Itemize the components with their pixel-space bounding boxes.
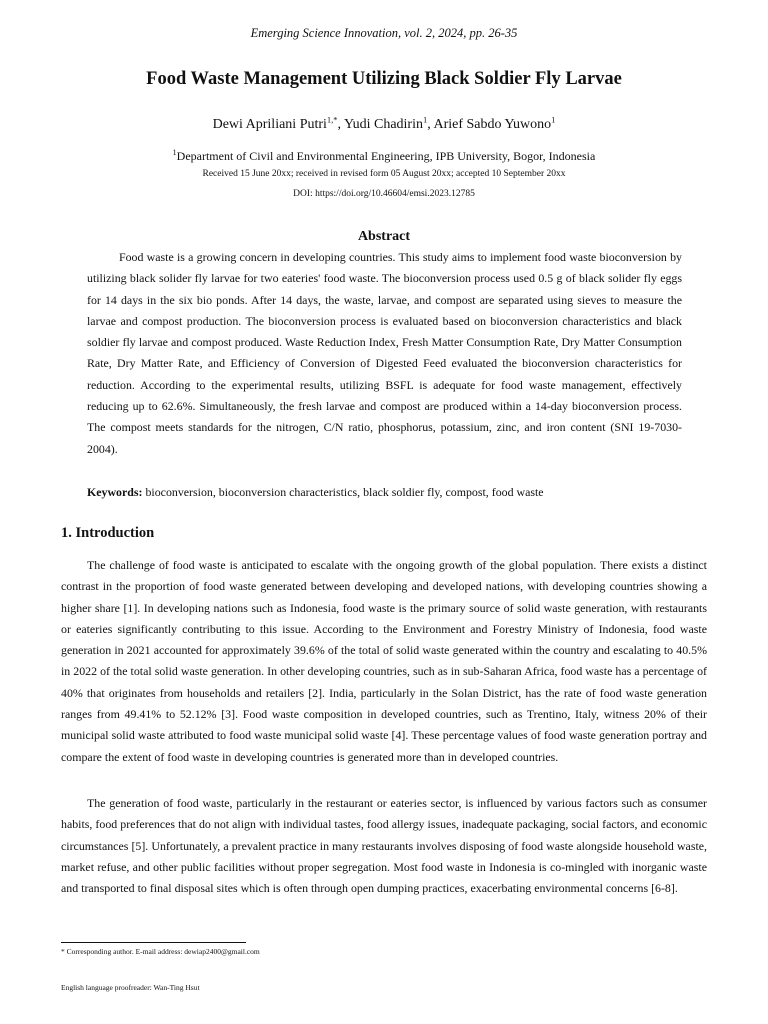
affiliation-mark: 1 <box>172 148 177 157</box>
keywords <box>87 483 687 501</box>
affiliation <box>0 149 768 164</box>
footnote <box>61 947 260 956</box>
author-separator: , <box>337 117 345 132</box>
footnote-divider <box>61 942 246 943</box>
abstract-text: Food waste is a growing concern in developing countries. This study aims to implement food waste bioconversion by utilizing black solider fly larvae for two eateries' food waste. The bioconversion process used 0.5 g of black solider fly eggs for 14 days in the six bio ponds. After 14 days, the waste, larvae, and compost are separated using sieves to measure the larvae and compost production. The bioconversion process is evaluated based on bioconversion characteristics and black soldier fly larvae and compost produced. Waste Reduction Index, Fresh Matter Consumption Rate, Dry Matter Consumption Rate, Dry Matter Rate, and Efficiency of Conversion of Digested Feed evaluated the bioconversion characteristics for reduction. According to the experimental results, utilizing BSFL is adequate for food waste management, effectively reducing up to 62.6%. Simultaneously, the fresh larvae and compost are produced within a 14-day bioconversion process. The compost meets standards for the nitrogen, C/N ratio, phosphorus, potassium, zinc, and iron content (SNI 19-7030-2004). <box>87 250 682 456</box>
keywords-text: bioconversion, bioconversion characteristics, black soldier fly, compost, food waste <box>145 485 544 499</box>
author-affiliation-mark: 1 <box>422 114 428 125</box>
proofreader-note: English language proofreader: Wan-Ting Hsut <box>61 983 200 992</box>
abstract-heading: Abstract <box>357 229 411 244</box>
paper-title: Food Waste Management Utilizing Black Soldier Fly Larvae <box>146 69 622 89</box>
body-paragraph: The generation of food waste, particularly in the restaurant or eateries sector, is influenced by various factors such as consumer habits, food preferences that do not align with individual tastes, food allergy issues, inadequate packaging, social factors, and economic circumstances [5]. Unfortunately, a prevalent practice in many restaurants involves disposing of food waste alongside household waste, market refuse, and other public facilities without proper segregation. Most food waste in Indonesia is co-mingled with inorganic waste and transported to final disposal sites which is often through open dumping practices, exacerbating environmental concerns [6-8]. <box>61 796 707 896</box>
keywords-label: Keywords: <box>87 485 143 499</box>
body-paragraph: The challenge of food waste is anticipated to escalate with the ongoing growth of the global population. There exists a distinct contrast in the proportion of food waste generated between developing and developed nations, with developing countries showing a higher share [1]. In developing nations such as Indonesia, food waste is the primary source of solid waste generation, with restaurants or eateries significantly contributing to this issue. According to the Environment and Forestry Ministry of Indonesia, food waste generation in 2021 accounted for approximately 39.6% of the total of solid waste generated within the country and escalating to 40.5% in 2022 of the total solid waste generation. In other developing countries, such as in sub-Saharan Africa, food waste has a percentage of 40% that originates from households and retailers [2]. India, particularly in the Solan District, has the rate of food waste generation ranges from 49.41% to 52.12% [3]. Food waste composition in developed countries, such as Trentino, Italy, witness 20% of their municipal solid waste attributed to food waste municipal solid waste [4]. These percentage values of food waste generation portray and compare the extent of food waste in developing countries is generated more than in developed countries. <box>61 558 707 764</box>
footnote-mark: * <box>61 947 65 956</box>
footnote-text: Corresponding author. E-mail address: dewiap2400@gmail.com <box>66 947 260 956</box>
author-name: Arief Sabdo Yuwono <box>433 117 552 132</box>
journal-citation: Emerging Science Innovation, vol. 2, 2024, pp. 26-35 <box>250 26 518 40</box>
author-separator: , <box>427 117 434 132</box>
author-affiliation-mark: 1,* <box>326 114 338 125</box>
section-heading-introduction: 1. Introduction <box>61 525 155 541</box>
doi-link[interactable]: DOI: https://doi.org/10.46604/emsi.2023.12785 <box>293 189 475 199</box>
author-name: Yudi Chadirin <box>344 117 423 132</box>
affiliation-text: Department of Civil and Environmental Engineering, IPB University, Bogor, Indonesia <box>176 149 596 163</box>
author-name: Dewi Apriliani Putri <box>212 117 327 132</box>
author-affiliation-mark: 1 <box>551 114 556 125</box>
author-list <box>0 114 768 133</box>
submission-dates: Received 15 June 20xx; received in revised form 05 August 20xx; accepted 10 September 20xx <box>202 169 566 179</box>
